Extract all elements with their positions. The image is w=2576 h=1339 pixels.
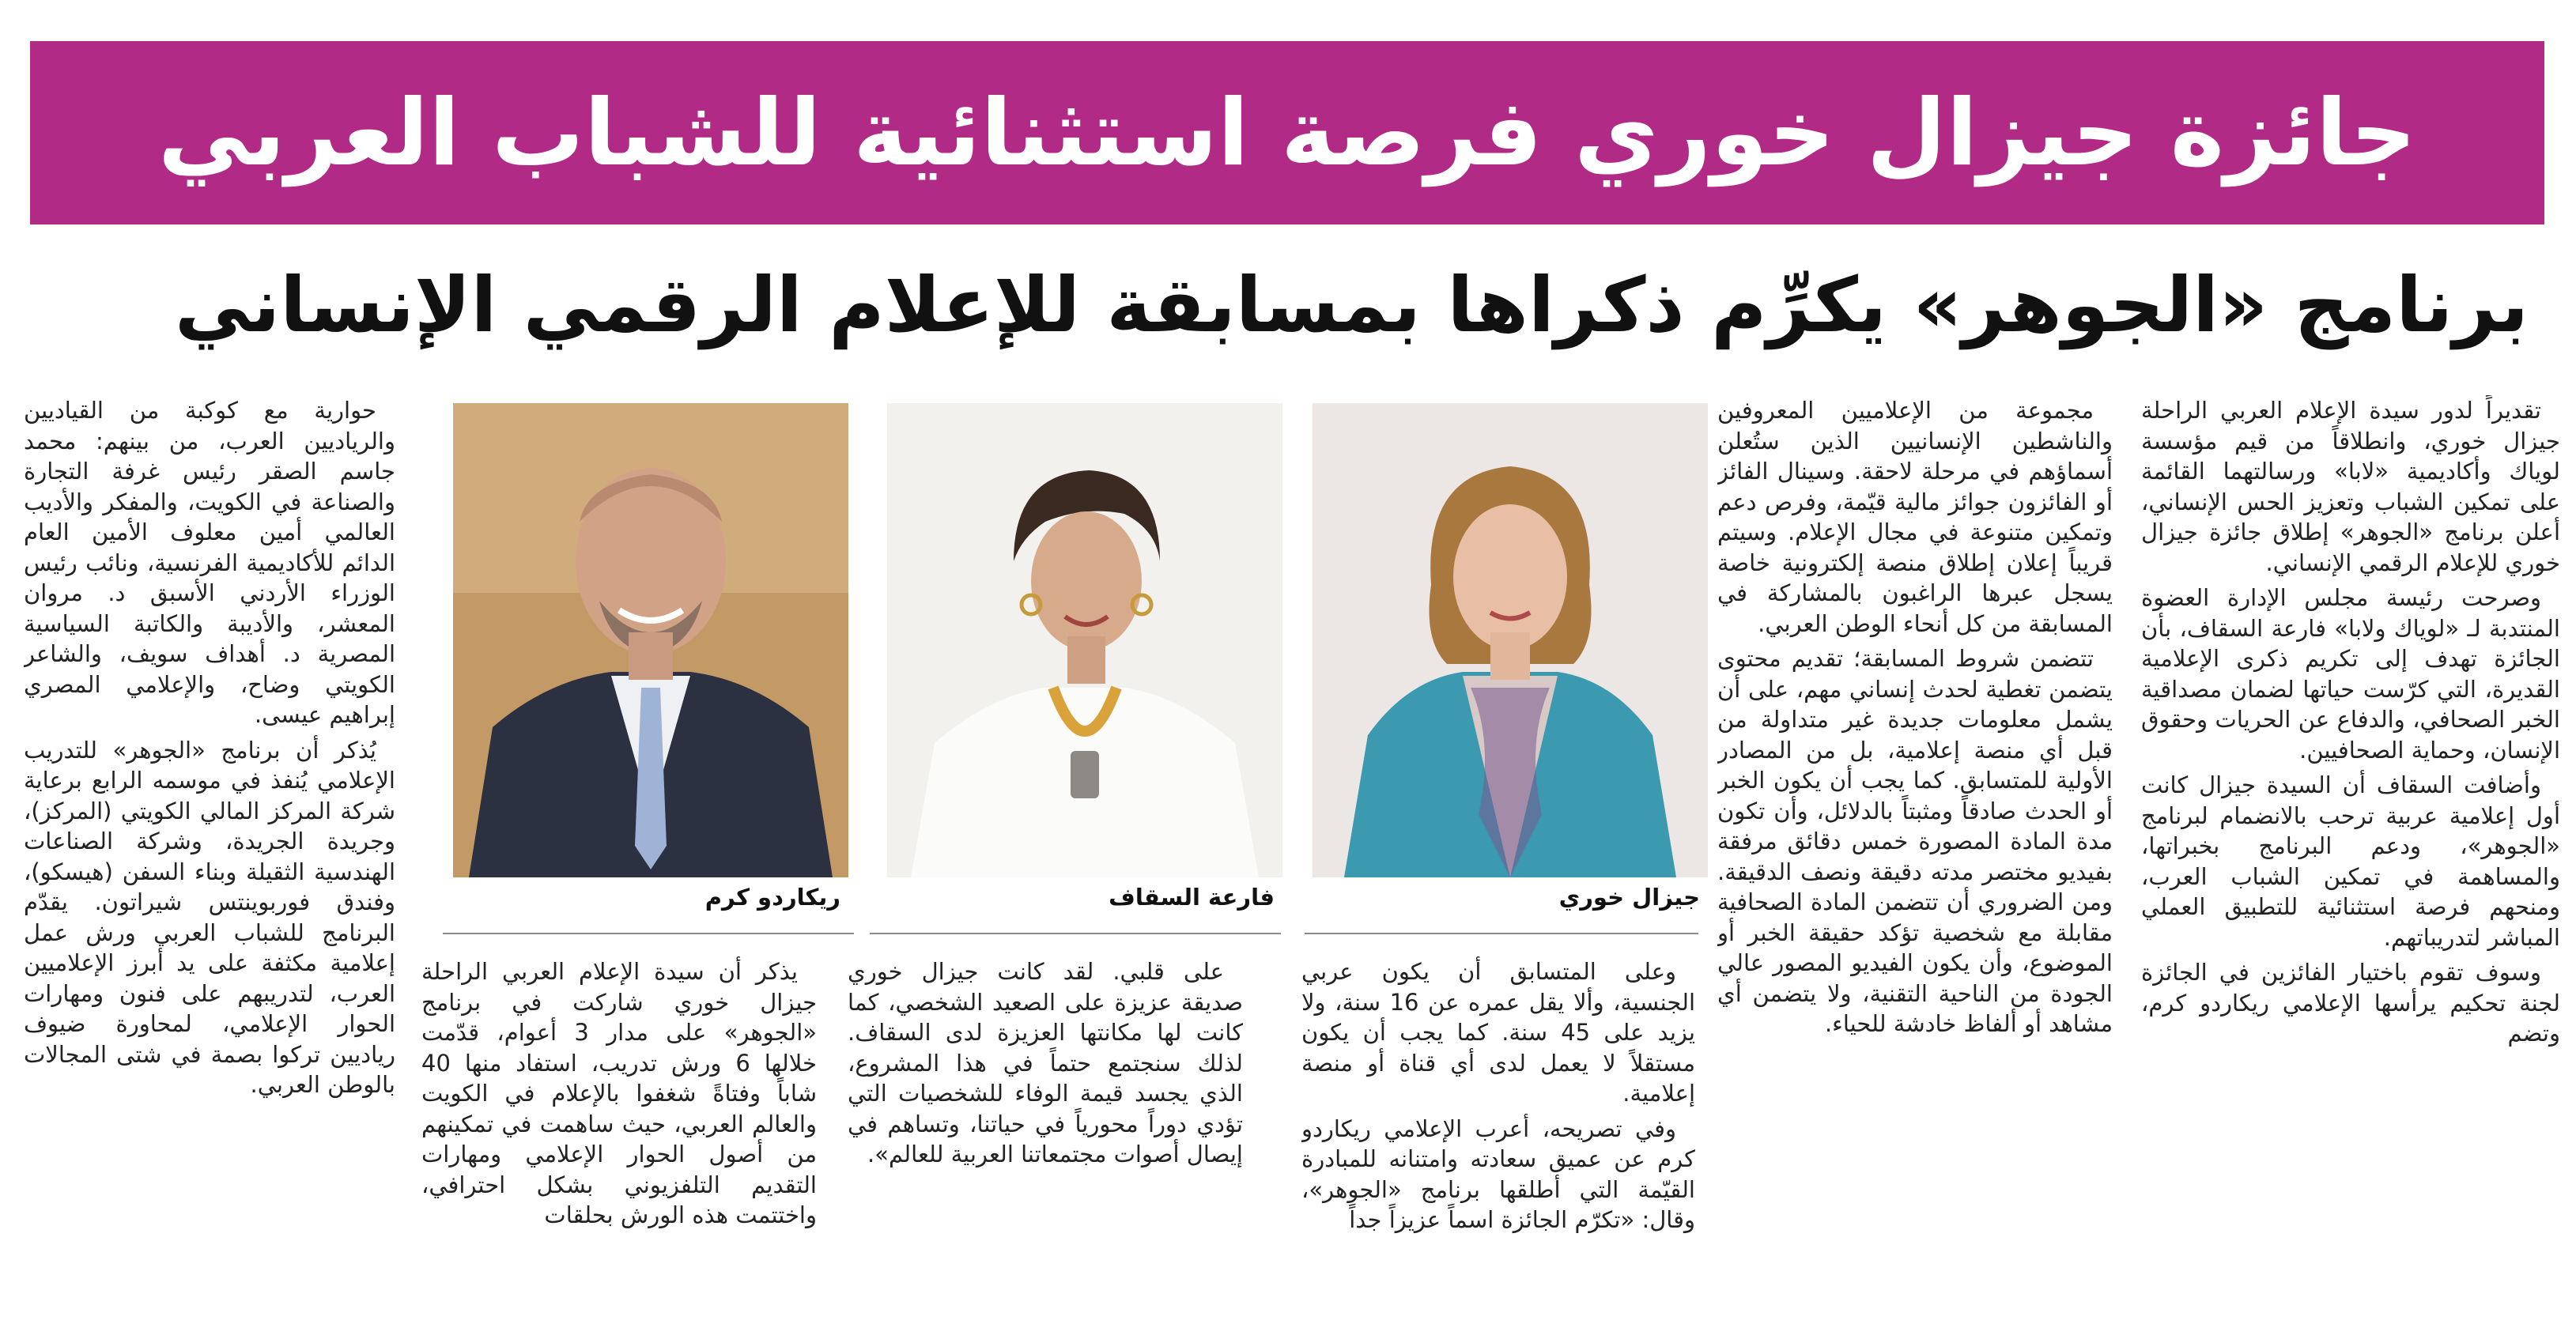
portrait-woman-white-shirt [887,403,1282,877]
photo-gisele-khoury [1313,403,1708,877]
portrait-man-suit [453,403,848,877]
paragraph: وأضافت السقاف أن السيدة جيزال كانت أول إعلامية عربية ترحب بالانضمام لبرنامج «الجوهر»، ودعم البرنامج بخبراتها، والمساهمة في تمكين الشباب العرب، ومنحهم فرصة استثنائية للتطبيق العملي المباشر لتدريباتهم. [2141,771,2560,951]
divider-line [443,933,854,934]
photo-ricardo-karam [453,403,848,877]
article-column-5 [421,956,817,1320]
article-column-6 [24,395,395,1320]
paragraph: وفي تصريحه، أعرب الإعلامي ريكاردو كرم عن عميق سعادته وامتنانه للمبادرة القيّمة التي أطلقها برنامج «الجوهر»، وقال: «تكرّم الجائزة اسماً عزيزاً جداً [1301,1115,1695,1233]
main-headline: جائزة جيزال خوري فرصة استثنائية للشباب العربي [157,79,2417,187]
divider-line [1305,933,1698,934]
paragraph: وسوف تقوم باختيار الفائزين في الجائزة لجنة تحكيم يرأسها الإعلامي ريكاردو كرم، وتضم [2141,959,2560,1047]
paragraph: مجموعة من الإعلاميين المعروفين والناشطين الإنسانيين الذين ستُعلن أسماؤهم في مرحلة لاحقة. وسينال الفائز أو الفائزون جوائز مالية قيّمة، وفرص دعم وتمكين متنوعة في مجال الإعلام. وسيتم قريباً إعلان إطلاق منصة إلكترونية خاصة يسجل عبرها الراغبون بالمشاركة في المسابقة من كل أنحاء الوطن العربي. [1717,397,2113,637]
paragraph: على قلبي. لقد كانت جيزال خوري صديقة عزيزة على الصعيد الشخصي، كما كانت لها مكانتها العزيزة لدى السقاف. لذلك سنجتمع حتماً في هذا المشروع، الذي يجسد قيمة الوفاء للشخصيات التي تؤدي دوراً محورياً في حياتنا، وتساهم في إيصال أصوات مجتمعاتنا العربية للعالم». [848,958,1243,1167]
paragraph: تقديراً لدور سيدة الإعلام العربي الراحلة جيزال خوري، وانطلاقاً من قيم مؤسسة لوياك وأكاديمية «لابا» ورسالتهما القائمة على تمكين الشباب وتعزيز الحس الإنساني، أعلن برنامج «الجوهر» إطلاق جائزة جيزال خوري للإعلام الرقمي الإنساني. [2141,397,2560,576]
paragraph: وصرحت رئيسة مجلس الإدارة العضوة المنتدبة لـ «لوياك ولابا» فارعة السقاف، بأن الجائزة تهدف إلى تكريم ذكرى الإعلامية القديرة، التي كرّست حياتها لضمان مصداقية الخبر الصحافي، والدفاع عن الحريات وحقوق الإنسان، وحماية الصحافيين. [2141,584,2560,764]
paragraph: يُذكر أن برنامج «الجوهر» للتدريب الإعلامي يُنفذ في موسمه الرابع برعاية شركة المركز المالي الكويتي (المركز)، وجريدة الجريدة، وشركة الصناعات الهندسية الثقيلة وبناء السفن (هيسكو)، وفندق فوربوينتس شيراتون. يقدّم البرنامج للشباب العربي ورش عمل إعلامية مكثفة على يد أبرز الإعلاميين العرب، لتدريبهم على فنون ومهارات الحوار الإعلامي، لمحاورة ضيوف رياديين تركوا بصمة في شتى المجالات بالوطن العربي. [24,736,395,1098]
divider-line [870,933,1281,934]
paragraph: وعلى المتسابق أن يكون عربي الجنسية، وألا يقل عمره عن 16 سنة، ولا يزيد على 45 سنة. كما يجب أن يكون مستقلاً لا يعمل لدى أي قناة أو منصة إعلامية. [1301,958,1695,1107]
article-column-1 [2141,395,2560,1320]
paragraph: يذكر أن سيدة الإعلام العربي الراحلة جيزال خوري شاركت في برنامج «الجوهر» على مدار 3 أعوام، قدّمت خلالها 6 ورش تدريب، استفاد منها 40 شاباً وفتاةً شغفوا بالإعلام في الكويت والعالم العربي، حيث ساهمت في تمكينهم من أصول الحوار الإعلامي ومهارات التقديم التلفزيوني بشكل احترافي، واختتمت هذه الورش بحلقات [421,958,817,1228]
photo-fareah-alsaqqaf [887,403,1282,877]
article-column-2 [1717,395,2113,1320]
article-column-4 [848,956,1243,1320]
paragraph: حوارية مع كوكبة من القياديين والرياديين العرب، من بينهم: محمد جاسم الصقر رئيس غرفة التجارة والصناعة في الكويت، والمفكر والأديب العالمي أمين معلوف الأمين العام الدائم للأكاديمية الفرنسية، ونائب رئيس الوزراء الأردني الأسبق د. مروان المعشر، والأديبة والكاتبة السياسية المصرية د. أهداف سويف، والشاعر الكويتي وضاح، والإعلامي المصري إبراهيم عيسى. [24,397,395,728]
photo-caption: جيزال خوري [1558,884,1700,911]
headline-banner [30,41,2544,224]
portrait-woman-blue-jacket [1313,403,1708,877]
sub-headline: برنامج «الجوهر» يكرِّم ذكراها بمسابقة للإعلام الرقمي الإنساني [175,261,2529,349]
photo-caption: ريكاردو كرم [704,884,840,911]
article-column-3 [1301,956,1695,1320]
paragraph: تتضمن شروط المسابقة؛ تقديم محتوى يتضمن تغطية لحدث إنساني مهم، على أن يشمل معلومات جديدة غير متداولة من قبل أي منصة إعلامية، بل من المصادر الأولية للمتسابق. كما يجب أن يكون الخبر أو الحدث صادقاً ومثبتاً بالدلائل، وأن تكون مدة المادة المصورة خمس دقائق مرفقة بفيديو مختصر مدته دقيقة ونصف الدقيقة. ومن الضروري أن تتضمن المادة الصحافية مقابلة مع شخصية تؤكد حقيقة الخبر أو الموضوع، وأن يكون الفيديو المصور عالي الجودة من الناحية التقنية، ولا يتضمن أي مشاهد أو ألفاظ خادشة للحياء. [1717,645,2113,1037]
photo-caption: فارعة السقاف [1109,884,1275,911]
